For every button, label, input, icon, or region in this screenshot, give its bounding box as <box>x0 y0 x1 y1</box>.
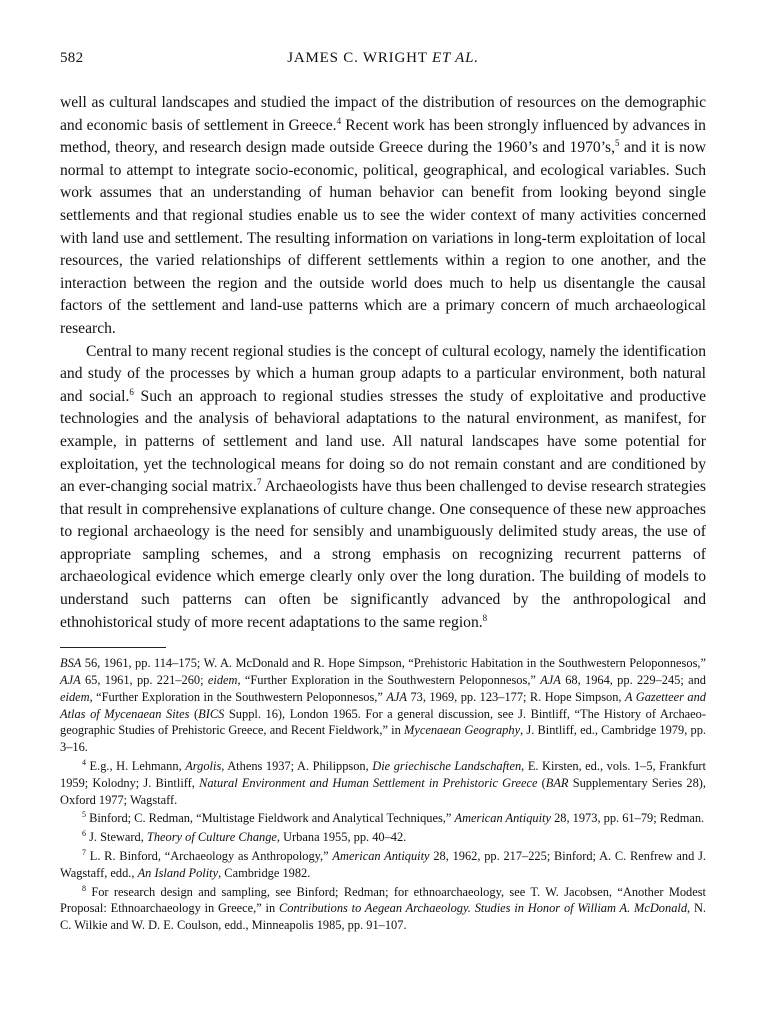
citation-title: An Island Polity <box>137 865 219 880</box>
footnote-text: For research design and sampling, see Binford; Redman; for ethnoarchaeology, see T. W. Jacobsen, “Another Modest Proposal: Ethnoarchaeology in Greece,” in <box>60 884 706 916</box>
footnote-text: 28, 1962, pp. 217–225; Binford; A. C. Renfrew and J. Wagstaff, edd., <box>60 849 706 880</box>
paragraph-2-text: Such an approach to regional studies stresses the study of exploitative and productive technologies and the analysis of behavioral adaptations to the natural environment, as manifest, for example, in patterns of settlement and land use. All natural landscapes have some potential for exploitation, yet the technological means for doing so do not remain constant and are conditioned by an ever-changing social matrix. <box>60 387 706 496</box>
footnote-text: Supplementary Series 28), Oxford 1977; Wagstaff. <box>60 775 707 807</box>
footnote-text: Binford; C. Redman, “Multistage Fieldwork and Analytical Techniques,” <box>86 811 455 826</box>
footnote-ref-8[interactable]: 8 <box>482 612 488 623</box>
footnote-number: 7 <box>82 848 86 858</box>
body-text <box>60 92 706 634</box>
citation-title: American Antiquity <box>332 849 430 864</box>
paragraph-2 <box>60 341 706 635</box>
citation-title: AJA <box>540 673 561 688</box>
footnote-ref-7[interactable]: 7 <box>256 477 262 488</box>
footnote-text: L. R. Binford, “Archaeology as Anthropology,” <box>86 849 333 864</box>
footnote-text: , Urbana 1955, pp. 40–42. <box>276 830 407 845</box>
citation-title: eidem <box>60 689 90 704</box>
citation-title: BAR <box>545 775 569 790</box>
author-name: JAMES C. WRIGHT <box>287 50 428 66</box>
footnote-8 <box>60 884 706 934</box>
footnote-text: 68, 1964, pp. 229–245; and <box>560 673 707 688</box>
footnote-text: 28, 1973, pp. 61–79; Redman. <box>550 811 705 826</box>
footnote-text: ( <box>189 706 199 721</box>
paragraph-2-text: Central to many recent regional studies is the concept of cultural ecology, namely the identification and study of the processes by which a human group adapts to a particular environment, both natural and social. <box>60 342 706 405</box>
paragraph-1-text: Recent work has been strongly influenced by advances in method, theory, and research design made outside Greece during the 1960’s and 1970’s, <box>60 116 706 157</box>
footnote-text: Suppl. 16), London 1965. For a general discussion, see J. Bintliff, “The History of Archaeo-geographic Studies of Prehistoric Greece, and Recent Fieldwork,” in <box>60 706 707 738</box>
journal-page <box>60 50 706 936</box>
footnote-text: 73, 1969, pp. 123–177; R. Hope Simpson, <box>406 689 625 704</box>
footnote-5 <box>60 810 706 827</box>
citation-title: Die griechische Landschaften <box>372 759 522 774</box>
footnote-number: 6 <box>82 829 86 839</box>
author-suffix: ET AL. <box>432 50 479 66</box>
citation-title: eidem <box>207 673 238 688</box>
footnote-number: 8 <box>82 883 86 893</box>
footnote-number: 5 <box>82 810 86 820</box>
footnote-text: J. Steward, <box>86 830 147 845</box>
citation-title: A Gazetteer and Atlas of Mycenaean Sites <box>60 689 706 721</box>
paragraph-1-text: and it is now normal to attempt to integrate socio-economic, political, geographical, and ecological variables. Such work assumes that an understanding of human behavior can benefit from looking beyond single settlements and that regional studies enable us to see the wider context of many activities concerned with land use and settlement. The resulting information on variations in long-term exploitation of local resources, the varied relationships of different settlements within a region to one another, and the interaction between the region and the outside world does much to help us disentangle the causal factors of the settlement and land-use patterns which are a primary concern of much archaeological research. <box>60 139 706 337</box>
citation-title: BSA <box>60 656 82 671</box>
footnote-text: E.g., H. Lehmann, <box>86 759 186 774</box>
running-head <box>60 50 706 72</box>
footnote-text: , Athens 1937; A. Philippson, <box>221 759 373 774</box>
footnote-4 <box>60 758 706 808</box>
citation-title: Contributions to Aegean Archaeology. Studies in Honor of William A. McDonald <box>278 901 688 916</box>
paragraph-1 <box>60 92 706 341</box>
footnote-text: , Cambridge 1982. <box>218 865 311 880</box>
citation-title: AJA <box>60 673 81 688</box>
footnote-ref-4[interactable]: 4 <box>336 115 342 126</box>
footnote-text: , “Further Exploration in the Southwestern Peloponnesos,” <box>89 689 387 704</box>
footnote-6 <box>60 829 706 846</box>
citation-title: Theory of Culture Change <box>146 830 277 845</box>
paragraph-1-text: well as cultural landscapes and studied the impact of the distribution of resources on the demographic and economic basis of settlement in Greece. <box>60 94 706 134</box>
footnote-7 <box>60 848 706 882</box>
running-head-author <box>60 50 706 67</box>
footnote-text: , E. Kirsten, ed., vols. 1–5, Frankfurt 1959; Kolodny; J. Bintliff, <box>60 759 706 790</box>
footnote-text: 65, 1961, pp. 221–260; <box>80 673 208 688</box>
paragraph-2-text: Archaeologists have thus been challenged to devise research strategies that result in comprehensive explanations of culture change. One consequence of these new approaches to regional archaeology is the need for sensibly and unambiguously delimited study areas, the use of appropriate sampling schemes, and a strong emphasis on recognizing recurrent patterns of archaeological evidence which emerge clearly only over the long duration. The building of models to understand such patterns can often be significantly advanced by the anthropological and ethnohistorical study of more recent adaptations to the same region. <box>60 478 707 631</box>
footnote-continued <box>60 655 706 756</box>
footnote-text: 56, 1961, pp. 114–175; W. A. McDonald and R. Hope Simpson, “Prehistoric Habitation in the Southwestern Peloponnesos,” <box>81 656 706 671</box>
footnote-divider <box>60 647 166 648</box>
footnotes <box>60 655 706 934</box>
citation-title: AJA <box>386 689 407 704</box>
footnote-number: 4 <box>82 758 86 768</box>
citation-title: Mycenaean Geography <box>404 723 521 738</box>
footnote-text: , J. Bintliff, ed., Cambridge 1979, pp. 3–16. <box>60 723 706 755</box>
citation-title: Argolis <box>185 759 222 774</box>
citation-title: BICS <box>198 706 225 721</box>
footnote-ref-5[interactable]: 5 <box>615 138 620 149</box>
footnote-text: , “Further Exploration in the Southwestern Peloponnesos,” <box>237 673 541 688</box>
citation-title: American Antiquity <box>454 811 551 826</box>
footnote-text: , N. C. Wilkie and W. D. E. Coulson, edd., Minneapolis 1985, pp. 91–107. <box>60 901 706 933</box>
citation-title: Natural Environment and Human Settlement in Prehistoric Greece <box>199 775 538 790</box>
footnote-ref-6[interactable]: 6 <box>129 386 134 397</box>
page-number: 582 <box>60 50 84 66</box>
footnote-text: ( <box>537 775 546 790</box>
